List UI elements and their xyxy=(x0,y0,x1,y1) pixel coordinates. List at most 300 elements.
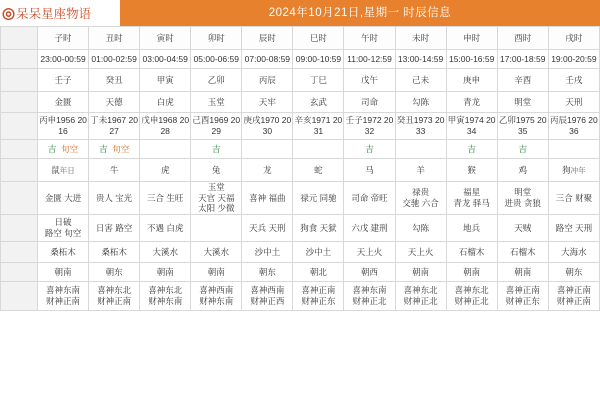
hour-table xyxy=(0,26,600,311)
caishen-row-text: 喜神西南 xyxy=(250,285,285,296)
kong-left: 吉 xyxy=(467,143,476,154)
nayin-row-text: 桑柘木 xyxy=(50,246,76,257)
time-range-row-text: 09:00-10:59 xyxy=(295,53,342,64)
hour-name-row-cell[interactable] xyxy=(446,27,497,50)
kong-row-cell xyxy=(446,140,497,159)
direction-row-cell xyxy=(395,262,446,281)
shensha-row-2-label xyxy=(1,214,38,241)
time-range-row-cell xyxy=(497,50,548,69)
year-gz: 壬子 xyxy=(345,115,363,126)
shensha-row-1-text: 太阳 少微 xyxy=(198,203,235,214)
time-range-row-label xyxy=(1,50,38,69)
year-row-cell xyxy=(446,113,497,140)
shen-row-cell xyxy=(497,92,548,113)
hour-name-row-text: 子时 xyxy=(54,32,72,43)
shensha-row-1-cell xyxy=(242,182,293,215)
year-row-cell xyxy=(38,113,89,140)
caishen-row-text: 财神正东 xyxy=(505,295,540,306)
direction-row-cell xyxy=(293,262,344,281)
year-row-cell xyxy=(140,113,191,140)
nayin-row-label xyxy=(1,241,38,262)
time-range-row-text: 23:00-00:59 xyxy=(40,53,86,64)
nayin-row-cell xyxy=(140,241,191,262)
ganzhi-row-text: 甲寅 xyxy=(156,74,174,85)
shensha-row-2 xyxy=(1,214,600,241)
hour-name-row-text: 巳时 xyxy=(309,32,327,43)
kong-left: 吉 xyxy=(212,143,221,154)
shen-row-cell xyxy=(89,92,140,113)
shensha-row-2-cell xyxy=(548,214,599,241)
nayin-row-cell xyxy=(191,241,242,262)
year-row-cell xyxy=(293,113,344,140)
kong-right: 旬空 xyxy=(61,143,79,154)
direction-row-cell xyxy=(548,262,599,281)
caishen-row-text: 财神正北 xyxy=(352,295,387,306)
caishen-row-label xyxy=(1,281,38,310)
direction-row-text: 朝北 xyxy=(309,266,327,277)
direction-row-text: 朝南 xyxy=(514,266,532,277)
direction-row-text: 朝南 xyxy=(207,266,225,277)
kong-row-label xyxy=(1,140,38,159)
kong-row-cell xyxy=(293,140,344,159)
chong-animal: 龙 xyxy=(263,164,272,175)
brand-text: 呆呆星座物语 xyxy=(16,7,92,21)
shensha-row-1-cell xyxy=(446,182,497,215)
ganzhi-row-cell xyxy=(242,69,293,92)
nayin-row-cell xyxy=(548,241,599,262)
nayin-row-text: 桑柘木 xyxy=(101,246,127,257)
caishen-row-cell xyxy=(548,281,599,310)
chong-row-cell xyxy=(191,159,242,182)
ganzhi-row-cell xyxy=(38,69,89,92)
hour-name-row-cell[interactable] xyxy=(344,27,395,50)
hour-name-row-text: 酉时 xyxy=(514,32,532,43)
year-list: 1970 2030 xyxy=(260,115,292,136)
hour-name-row-text: 申时 xyxy=(463,32,481,43)
nayin-row-cell xyxy=(446,241,497,262)
kong-row xyxy=(1,140,600,159)
ganzhi-row-cell xyxy=(395,69,446,92)
hour-name-row-label xyxy=(1,27,38,50)
chong-animal: 鼠 xyxy=(51,164,60,175)
hour-name-row-cell[interactable] xyxy=(242,27,293,50)
shensha-row-2-cell xyxy=(497,214,548,241)
time-range-row-text: 15:00-16:59 xyxy=(448,53,495,64)
shensha-row-1-text: 金匮 大进 xyxy=(44,192,82,203)
direction-row-text: 朝西 xyxy=(361,266,379,277)
time-range-row-text: 01:00-02:59 xyxy=(91,53,137,64)
shensha-row-2-text: 路空 天刑 xyxy=(555,222,593,233)
chong-row-cell xyxy=(395,159,446,182)
hour-name-row-text: 午时 xyxy=(361,32,379,43)
year-list: 1969 2029 xyxy=(209,115,241,136)
shensha-row-1-text: 三合 财聚 xyxy=(555,192,593,203)
caishen-row-text: 喜神东南 xyxy=(46,285,81,296)
shen-row-text: 青龙 xyxy=(463,96,481,107)
hour-name-row-text: 丑时 xyxy=(105,32,123,43)
caishen-row-text: 财神正南 xyxy=(97,295,132,306)
direction-row-cell xyxy=(446,262,497,281)
shensha-row-1-cell xyxy=(497,182,548,215)
year-row-label xyxy=(1,113,38,140)
caishen-row-cell xyxy=(242,281,293,310)
nayin-row-cell xyxy=(89,241,140,262)
shensha-row-1-text: 福星 xyxy=(463,187,481,198)
caishen-row-text: 财神东南 xyxy=(199,295,234,306)
hour-name-row-text: 戌时 xyxy=(565,32,583,43)
shensha-row-2-text: 天贼 xyxy=(514,222,532,233)
chong-row-label xyxy=(1,159,38,182)
year-row-cell xyxy=(548,113,599,140)
direction-row-cell xyxy=(38,262,89,281)
shen-row-text: 白虎 xyxy=(156,96,174,107)
ganzhi-row-label xyxy=(1,69,38,92)
shen-row-text: 司命 xyxy=(361,96,379,107)
year-gz: 己酉 xyxy=(192,115,210,126)
shensha-row-1-text: 司命 帝旺 xyxy=(351,192,388,203)
shensha-row-2-cell xyxy=(242,214,293,241)
shensha-row-2-text: 天兵 天刑 xyxy=(249,222,286,233)
chong-row-cell xyxy=(548,159,599,182)
time-range-row-cell xyxy=(293,50,344,69)
hour-name-row xyxy=(1,27,600,50)
nayin-row-text: 沙中土 xyxy=(305,246,332,257)
kong-left: 吉 xyxy=(98,143,108,154)
chong-animal: 牛 xyxy=(109,164,119,175)
shen-row-cell xyxy=(344,92,395,113)
ganzhi-row-text: 己未 xyxy=(412,74,430,85)
hour-name-row-cell[interactable] xyxy=(548,27,599,50)
shen-row-text: 玉堂 xyxy=(207,96,225,107)
shensha-row-1-text: 玉堂 xyxy=(207,182,225,192)
nayin-row-cell xyxy=(497,241,548,262)
time-range-row-cell xyxy=(191,50,242,69)
caishen-row-cell xyxy=(293,281,344,310)
shen-row-cell xyxy=(191,92,242,113)
caishen-row-cell xyxy=(446,281,497,310)
kong-row-cell xyxy=(242,140,293,159)
caishen-row-text: 财神正北 xyxy=(454,295,489,306)
shen-row-cell xyxy=(38,92,89,113)
caishen-row-text: 喜神正南 xyxy=(505,285,540,296)
ganzhi-row-cell xyxy=(548,69,599,92)
caishen-row-cell xyxy=(140,281,191,310)
caishen-row-text: 喜神东北 xyxy=(403,285,438,296)
caishen-row-text: 喜神东北 xyxy=(97,285,132,296)
hour-name-row-cell[interactable] xyxy=(89,27,140,50)
year-gz: 戊申 xyxy=(141,115,159,126)
kong-row-cell xyxy=(191,140,242,159)
year-gz: 乙卯 xyxy=(498,115,516,126)
shen-row-cell xyxy=(242,92,293,113)
direction-row-text: 朝南 xyxy=(54,266,72,277)
chong-animal: 鸡 xyxy=(518,164,527,175)
direction-row-cell xyxy=(344,262,395,281)
shensha-row-1-cell xyxy=(395,182,446,215)
shensha-row-2-text: 勾陈 xyxy=(412,222,430,233)
ganzhi-row-cell xyxy=(446,69,497,92)
chong-animal: 虎 xyxy=(160,164,170,175)
chong-row-cell xyxy=(344,159,395,182)
hour-name-row-text: 卯时 xyxy=(207,32,225,43)
shensha-row-1-text: 明堂 xyxy=(514,187,532,198)
time-range-row-text: 19:00-20:59 xyxy=(551,53,597,64)
ganzhi-row-text: 戊午 xyxy=(361,74,379,85)
nayin-row-cell xyxy=(344,241,395,262)
shensha-row-1-cell xyxy=(89,182,140,215)
direction-row-cell xyxy=(191,262,242,281)
chong-animal: 兔 xyxy=(212,164,221,175)
chong-row-cell xyxy=(446,159,497,182)
shensha-row-1-text: 交驰 六合 xyxy=(402,197,439,208)
caishen-row-text: 喜神东北 xyxy=(454,285,489,296)
time-range-row-text: 17:00-18:59 xyxy=(500,53,546,64)
year-gz: 庚戌 xyxy=(243,115,261,126)
shensha-row-1-text: 天官 天福 xyxy=(198,192,235,203)
logo-icon: ◎ xyxy=(2,4,16,22)
kong-left: 吉 xyxy=(47,143,57,154)
time-range-row-cell xyxy=(548,50,599,69)
ganzhi-row-text: 壬戌 xyxy=(565,74,583,85)
year-gz: 丙申 xyxy=(39,115,57,126)
year-row-cell xyxy=(242,113,293,140)
nayin-row-cell xyxy=(293,241,344,262)
nayin-row-text: 沙中土 xyxy=(254,246,281,257)
shensha-row-1-cell xyxy=(548,182,599,215)
ganzhi-row-text: 乙卯 xyxy=(207,74,225,85)
shen-row-text: 勾陈 xyxy=(412,96,430,107)
caishen-row-text: 财神正北 xyxy=(403,295,438,306)
kong-left: 吉 xyxy=(365,143,374,154)
caishen-row-text: 喜神西南 xyxy=(199,285,234,296)
time-range-row-cell xyxy=(38,50,89,69)
shensha-row-2-cell xyxy=(89,214,140,241)
shensha-row-1-cell xyxy=(191,182,242,215)
shensha-row-2-cell xyxy=(293,214,344,241)
shensha-row-2-cell xyxy=(446,214,497,241)
nayin-row-text: 大溪水 xyxy=(152,246,178,257)
time-range-row-text: 13:00-14:59 xyxy=(397,53,444,64)
time-range-row-cell xyxy=(140,50,191,69)
caishen-row-text: 财神东南 xyxy=(148,295,183,306)
year-gz: 辛亥 xyxy=(294,115,312,126)
shensha-row-2-text: 日破 xyxy=(54,217,72,228)
shensha-row-1-cell xyxy=(344,182,395,215)
shensha-row-2-text: 地兵 xyxy=(463,222,481,233)
chong-row-cell xyxy=(242,159,293,182)
caishen-row-cell xyxy=(89,281,140,310)
shensha-row-1-cell xyxy=(38,182,89,215)
nayin-row-text: 大海水 xyxy=(561,246,587,257)
caishen-row-cell xyxy=(497,281,548,310)
year-gz: 丁未 xyxy=(90,115,108,126)
time-range-row-text: 03:00-04:59 xyxy=(142,53,188,64)
time-range-row-text: 11:00-12:59 xyxy=(347,53,392,64)
shen-row-cell xyxy=(446,92,497,113)
ganzhi-row xyxy=(1,69,600,92)
year-row-cell xyxy=(191,113,242,140)
hour-name-row-cell[interactable] xyxy=(293,27,344,50)
nayin-row-cell xyxy=(38,241,89,262)
kong-row-cell xyxy=(395,140,446,159)
shen-row-cell xyxy=(395,92,446,113)
shensha-row-1-cell xyxy=(293,182,344,215)
year-gz: 甲寅 xyxy=(447,115,465,126)
brand xyxy=(0,4,120,22)
shensha-row-2-text: 路空 旬空 xyxy=(44,227,82,238)
year-row-cell xyxy=(89,113,140,140)
hour-name-row-text: 辰时 xyxy=(258,32,276,43)
shen-row-cell xyxy=(548,92,599,113)
ganzhi-row-text: 辛酉 xyxy=(514,74,532,85)
year-list: 1974 2034 xyxy=(464,115,496,136)
ganzhi-row-cell xyxy=(497,69,548,92)
shen-row-text: 天刑 xyxy=(565,96,583,107)
shensha-row-2-cell xyxy=(140,214,191,241)
time-range-row-cell xyxy=(344,50,395,69)
ganzhi-row-cell xyxy=(293,69,344,92)
direction-row-cell xyxy=(140,262,191,281)
hour-name-row-cell[interactable] xyxy=(191,27,242,50)
shen-row-text: 玄武 xyxy=(309,96,327,107)
hour-name-row-text: 未时 xyxy=(412,32,430,43)
shensha-row-1-text: 禄元 同驰 xyxy=(300,192,337,203)
year-list: 1973 2033 xyxy=(413,115,445,136)
caishen-row-text: 财神正东 xyxy=(301,295,336,306)
ganzhi-row-text: 庚申 xyxy=(463,74,481,85)
chong-row-cell xyxy=(497,159,548,182)
ganzhi-row-text: 壬子 xyxy=(54,74,72,85)
hour-name-row-cell[interactable] xyxy=(38,27,89,50)
chong-row-cell xyxy=(293,159,344,182)
direction-row-label xyxy=(1,262,38,281)
nayin-row-text: 天上火 xyxy=(407,246,434,257)
time-range-row-text: 07:00-08:59 xyxy=(244,53,291,64)
direction-row-cell xyxy=(89,262,140,281)
year-row xyxy=(1,113,600,140)
chong-row-cell xyxy=(140,159,191,182)
kong-left: 吉 xyxy=(518,143,527,154)
direction-row-text: 朝东 xyxy=(258,266,276,277)
ganzhi-row-cell xyxy=(140,69,191,92)
time-range-row-cell xyxy=(446,50,497,69)
shensha-row-2-text: 不遇 白虎 xyxy=(147,222,184,233)
nayin-row-text: 大溪水 xyxy=(203,246,230,257)
shensha-row-2-text: 日害 路空 xyxy=(95,222,133,233)
shensha-row-1-text: 进贵 贪狼 xyxy=(504,197,541,208)
direction-row-cell xyxy=(497,262,548,281)
hour-name-row-text: 寅时 xyxy=(156,32,174,43)
chong-extra: 冲年 xyxy=(570,165,586,175)
time-range-row-cell xyxy=(395,50,446,69)
direction-row-text: 朝南 xyxy=(412,266,430,277)
chong-animal: 猴 xyxy=(467,164,476,175)
shensha-row-1-text: 贵人 宝光 xyxy=(95,192,133,203)
caishen-row-text: 财神正南 xyxy=(556,295,591,306)
caishen-row-text: 喜神东南 xyxy=(352,285,387,296)
ganzhi-row-text: 丁巳 xyxy=(309,74,327,85)
year-list: 1975 2035 xyxy=(515,115,547,136)
year-row-cell xyxy=(344,113,395,140)
ganzhi-row-text: 癸丑 xyxy=(105,74,123,85)
time-range-row-cell xyxy=(89,50,140,69)
chong-animal: 狗 xyxy=(562,164,571,175)
nayin-row xyxy=(1,241,600,262)
direction-row-cell xyxy=(242,262,293,281)
chong-row-cell xyxy=(89,159,140,182)
direction-row-text: 朝东 xyxy=(565,266,583,277)
kong-row-cell xyxy=(548,140,599,159)
shensha-row-2-cell xyxy=(395,214,446,241)
shensha-row-1 xyxy=(1,182,600,215)
shensha-row-2-cell xyxy=(38,214,89,241)
ganzhi-row-cell xyxy=(89,69,140,92)
caishen-row-cell xyxy=(38,281,89,310)
year-row-cell xyxy=(395,113,446,140)
shensha-row-2-cell xyxy=(191,214,242,241)
shensha-row-2-text: 六戊 建刑 xyxy=(351,222,388,233)
year-list: 1967 2027 xyxy=(107,115,138,136)
year-list: 1976 2036 xyxy=(567,115,598,136)
nayin-row-cell xyxy=(242,241,293,262)
direction-row-text: 朝南 xyxy=(463,266,481,277)
shensha-row-1-label xyxy=(1,182,38,215)
hour-name-row-cell[interactable] xyxy=(497,27,548,50)
caishen-row-cell xyxy=(395,281,446,310)
ganzhi-row-text: 丙辰 xyxy=(258,74,276,85)
chong-row-cell xyxy=(38,159,89,182)
caishen-row-text: 财神正西 xyxy=(250,295,285,306)
kong-row-cell xyxy=(497,140,548,159)
nayin-row-text: 石榴木 xyxy=(458,246,485,257)
nayin-row-text: 石榴木 xyxy=(509,246,536,257)
time-range-row-text: 05:00-06:59 xyxy=(193,53,239,64)
caishen-row-text: 财神正南 xyxy=(46,295,81,306)
shen-row-text: 明堂 xyxy=(514,96,532,107)
time-range-row xyxy=(1,50,600,69)
year-list: 1971 2031 xyxy=(311,115,343,136)
chong-animal: 蛇 xyxy=(314,164,323,175)
chong-animal: 马 xyxy=(365,164,374,175)
page-header xyxy=(0,0,600,26)
chong-row xyxy=(1,159,600,182)
shen-row-label xyxy=(1,92,38,113)
hour-name-row-cell[interactable] xyxy=(395,27,446,50)
time-range-row-cell xyxy=(242,50,293,69)
caishen-row-text: 喜神正南 xyxy=(301,285,336,296)
kong-row-cell xyxy=(140,140,191,159)
direction-row xyxy=(1,262,600,281)
page-title: 2024年10月21日,星期一 时辰信息 xyxy=(120,0,600,26)
caishen-row-cell xyxy=(344,281,395,310)
shensha-row-1-text: 青龙 驿马 xyxy=(453,197,490,208)
shensha-row-1-text: 喜神 福曲 xyxy=(249,192,286,203)
shensha-row-1-text: 禄贵 xyxy=(412,187,430,198)
year-list: 1956 2016 xyxy=(56,115,87,136)
shen-row-cell xyxy=(293,92,344,113)
direction-row-text: 朝南 xyxy=(156,266,174,277)
shen-row-text: 天德 xyxy=(105,96,123,107)
year-gz: 丙辰 xyxy=(550,115,568,126)
caishen-row xyxy=(1,281,600,310)
hour-name-row-cell[interactable] xyxy=(140,27,191,50)
shen-row-cell xyxy=(140,92,191,113)
caishen-row-text: 喜神东北 xyxy=(148,285,183,296)
kong-row-cell xyxy=(344,140,395,159)
kong-right: 旬空 xyxy=(112,143,130,154)
kong-row-cell xyxy=(89,140,140,159)
nayin-row-text: 天上火 xyxy=(356,246,383,257)
